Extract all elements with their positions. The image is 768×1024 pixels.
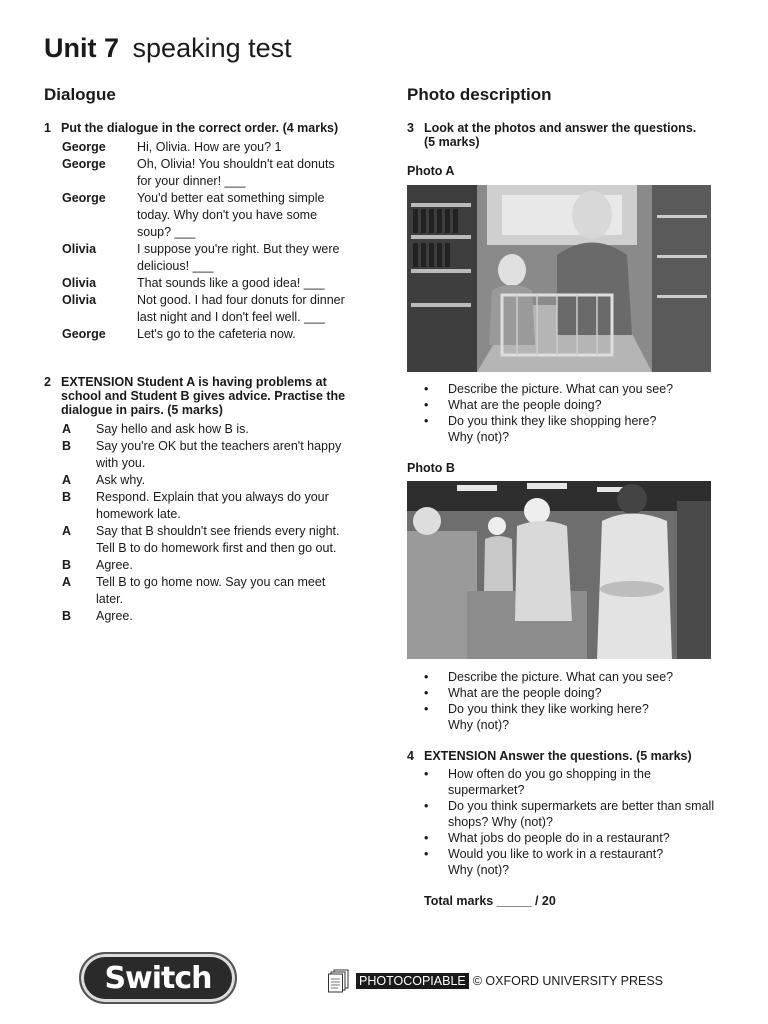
dialogue-row bbox=[62, 190, 382, 241]
bullet-item bbox=[424, 701, 724, 733]
dialogue-row bbox=[62, 139, 382, 156]
switch-logo bbox=[79, 952, 237, 1004]
speaker-name: Olivia bbox=[62, 242, 97, 256]
page-title bbox=[44, 33, 292, 64]
line-text bbox=[137, 156, 335, 190]
question-number: 3 bbox=[407, 121, 414, 135]
text-line: • How often do you go shopping in the bbox=[448, 767, 651, 781]
text-line: Tell B to do homework first and then go out. bbox=[96, 541, 337, 555]
bullet-item bbox=[424, 766, 734, 798]
text-line: soup? ___ bbox=[137, 225, 196, 239]
text-line: later. bbox=[96, 592, 124, 606]
text-line: school and Student B gives advice. Practise the bbox=[61, 389, 346, 403]
roleplay-list bbox=[62, 421, 382, 625]
bullet-item bbox=[424, 397, 724, 413]
text-line: Say that B shouldn't see friends every night. bbox=[96, 524, 340, 538]
dialogue-row bbox=[62, 421, 382, 438]
logo-text: Switch bbox=[104, 960, 212, 996]
text-line: delicious! ___ bbox=[137, 259, 214, 273]
bullet-item bbox=[424, 669, 724, 685]
line-text bbox=[96, 557, 133, 574]
copy-stack-icon bbox=[328, 969, 350, 993]
dialogue-list bbox=[62, 139, 382, 343]
bullet-item bbox=[424, 413, 724, 445]
speaker-name: A bbox=[62, 422, 72, 436]
photo-a-image bbox=[407, 185, 711, 372]
question-1 bbox=[44, 121, 384, 135]
line-text bbox=[96, 421, 249, 438]
bullet-item bbox=[424, 381, 724, 397]
text-line: supermarket? bbox=[448, 783, 525, 797]
line-text bbox=[137, 326, 296, 343]
text-line: Say hello and ask how B is. bbox=[96, 422, 249, 436]
photo-b-questions bbox=[424, 669, 724, 733]
bullet-item bbox=[424, 798, 734, 830]
question-number: 2 bbox=[44, 375, 51, 389]
line-text bbox=[137, 190, 324, 241]
text-line: homework late. bbox=[96, 507, 181, 521]
speaker-name: George bbox=[62, 157, 106, 171]
dialogue-row bbox=[62, 489, 382, 523]
speaker-name: A bbox=[62, 473, 72, 487]
speaker-name: B bbox=[62, 558, 72, 572]
text-line: today. Why don't you have some bbox=[137, 208, 318, 222]
speaker-name: Olivia bbox=[62, 276, 97, 290]
question-4 bbox=[407, 749, 747, 763]
text-line: Let's go to the cafeteria now. bbox=[137, 327, 296, 341]
line-text bbox=[137, 275, 325, 292]
text-line: • Do you think supermarkets are better than small bbox=[448, 799, 715, 813]
text-line: dialogue in pairs. (5 marks) bbox=[61, 403, 223, 417]
question-text bbox=[424, 121, 696, 149]
line-text bbox=[96, 608, 133, 625]
text-line: EXTENSION Student A is having problems at bbox=[61, 375, 327, 389]
photo-b-label: Photo B bbox=[407, 461, 455, 475]
text-line: That sounds like a good idea! ___ bbox=[137, 276, 325, 290]
dialogue-row bbox=[62, 472, 382, 489]
extension-questions bbox=[424, 766, 734, 878]
photo-a-questions bbox=[424, 381, 724, 445]
bullet-item bbox=[424, 685, 724, 701]
photo-b-image bbox=[407, 481, 711, 659]
text-line: Agree. bbox=[96, 609, 133, 623]
speaker-name: A bbox=[62, 575, 72, 589]
dialogue-row bbox=[62, 275, 382, 292]
text-line: • Describe the picture. What can you see? bbox=[448, 382, 674, 396]
speaker-name: B bbox=[62, 490, 72, 504]
dialogue-row bbox=[62, 438, 382, 472]
text-line: Tell B to go home now. Say you can meet bbox=[96, 575, 326, 589]
text-line: last night and I don't feel well. ___ bbox=[137, 310, 325, 324]
text-line: • Do you think they like shopping here? bbox=[448, 414, 657, 428]
line-text bbox=[96, 438, 341, 472]
dialogue-row bbox=[62, 292, 382, 326]
line-text bbox=[137, 241, 340, 275]
dialogue-row bbox=[62, 523, 382, 557]
photo-description-heading: Photo description bbox=[407, 85, 552, 104]
text-line: Oh, Olivia! You shouldn't eat donuts bbox=[137, 157, 335, 171]
line-text bbox=[137, 139, 282, 156]
text-line: (5 marks) bbox=[424, 135, 480, 149]
text-line: for your dinner! ___ bbox=[137, 174, 246, 188]
dialogue-row bbox=[62, 156, 382, 190]
text-line: • What are the people doing? bbox=[448, 398, 602, 412]
bullet-item bbox=[424, 846, 734, 878]
dialogue-row bbox=[62, 326, 382, 343]
photo-a-label: Photo A bbox=[407, 164, 455, 178]
dialogue-row bbox=[62, 574, 382, 608]
text-line: I suppose you're right. But they were bbox=[137, 242, 340, 256]
text-line: Respond. Explain that you always do your bbox=[96, 490, 329, 504]
dialogue-row bbox=[62, 557, 382, 574]
line-text bbox=[96, 574, 325, 608]
speaker-name: B bbox=[62, 609, 72, 623]
copyright-footer bbox=[328, 969, 663, 993]
bullet-item bbox=[424, 830, 734, 846]
text-line: • What are the people doing? bbox=[448, 686, 602, 700]
question-text: Put the dialogue in the correct order. (4 marks) bbox=[61, 121, 339, 135]
speaker-name: Olivia bbox=[62, 293, 97, 307]
question-number: 4 bbox=[407, 749, 414, 763]
text-line: Say you're OK but the teachers aren't happy bbox=[96, 439, 342, 453]
question-text: EXTENSION Answer the questions. (5 marks) bbox=[424, 749, 692, 763]
text-line: • Would you like to work in a restaurant? bbox=[448, 847, 664, 861]
text-line: Hi, Olivia. How are you? 1 bbox=[137, 140, 282, 154]
line-text bbox=[96, 523, 340, 557]
text-line: Look at the photos and answer the questions. bbox=[424, 121, 697, 135]
dialogue-row bbox=[62, 608, 382, 625]
line-text bbox=[96, 489, 329, 523]
total-marks: Total marks _____ / 20 bbox=[424, 894, 556, 908]
text-line: shops? Why (not)? bbox=[448, 815, 553, 829]
dialogue-row bbox=[62, 241, 382, 275]
speaker-name: George bbox=[62, 327, 106, 341]
text-line: You'd better eat something simple bbox=[137, 191, 325, 205]
text-line: Not good. I had four donuts for dinner bbox=[137, 293, 345, 307]
text-line: Ask why. bbox=[96, 473, 146, 487]
text-line: Agree. bbox=[96, 558, 133, 572]
text-line: Why (not)? bbox=[448, 863, 510, 877]
line-text bbox=[96, 472, 145, 489]
text-line: • Describe the picture. What can you see? bbox=[448, 670, 674, 684]
dialogue-heading: Dialogue bbox=[44, 85, 116, 104]
line-text bbox=[137, 292, 345, 326]
text-line: with you. bbox=[96, 456, 146, 470]
speaker-name: George bbox=[62, 140, 106, 154]
unit-number: Unit 7 bbox=[44, 33, 120, 63]
text-line: Why (not)? bbox=[448, 430, 510, 444]
photocopiable-badge: PHOTOCOPIABLE bbox=[356, 973, 469, 989]
question-text bbox=[61, 375, 345, 417]
speaker-name: George bbox=[62, 191, 106, 205]
text-line: • What jobs do people do in a restaurant? bbox=[448, 831, 670, 845]
text-line: • Do you think they like working here? bbox=[448, 702, 649, 716]
speaker-name: A bbox=[62, 524, 72, 538]
text-line: Why (not)? bbox=[448, 718, 510, 732]
speaker-name: B bbox=[62, 439, 72, 453]
title-text: speaking test bbox=[132, 33, 292, 63]
publisher-text: © OXFORD UNIVERSITY PRESS bbox=[472, 974, 664, 988]
question-number: 1 bbox=[44, 121, 51, 135]
